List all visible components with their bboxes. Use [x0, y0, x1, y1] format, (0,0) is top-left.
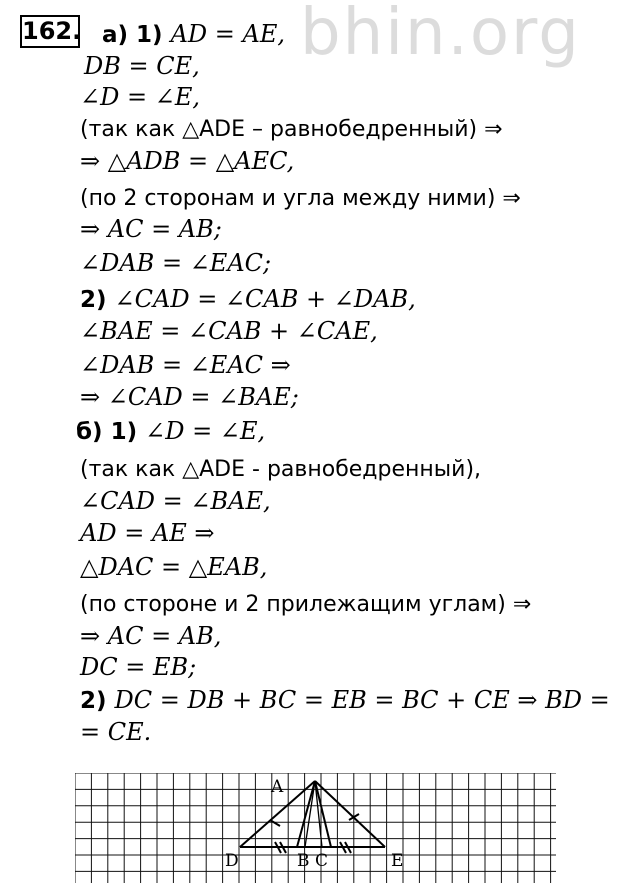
math-expression: △DAC = △EAB, — [80, 553, 268, 581]
math-expression: DB = CE, — [84, 52, 200, 80]
math-expression: ∠D = ∠E, — [145, 417, 266, 445]
math-expression: ∠CAD = ∠CAB + ∠DAB, — [114, 285, 416, 313]
watermark: bhin.org — [300, 0, 581, 70]
solution-line — [80, 518, 215, 548]
figure-grid — [75, 773, 556, 883]
solution-line — [80, 588, 531, 620]
problem-number: 162. — [22, 17, 82, 45]
label-b: B — [297, 851, 310, 871]
solution-line — [80, 113, 503, 145]
math-expression: ∠CAD = ∠BAE, — [80, 487, 271, 515]
explanation-text: (по 2 сторонам и угла между ними) ⇒ — [80, 186, 521, 211]
solution-line — [80, 717, 151, 747]
math-expression: ∠DAB = ∠EAC; — [80, 249, 272, 277]
math-expression: ⇒ ∠CAD = ∠BAE; — [80, 383, 299, 411]
solution-line — [80, 248, 271, 278]
solution-line — [80, 382, 299, 412]
label-d: D — [225, 851, 239, 871]
step-label: 2) — [80, 688, 115, 714]
solution-line — [80, 284, 416, 315]
solution-line — [80, 316, 378, 346]
explanation-text: (по стороне и 2 прилежащим углам) ⇒ — [80, 592, 532, 617]
math-expression: ⇒ △ADB = △AEC, — [80, 147, 295, 175]
solution-line — [102, 19, 285, 50]
triangle-figure — [75, 773, 556, 883]
math-expression: = CE. — [80, 718, 152, 746]
triangle — [240, 781, 385, 853]
solution-line — [80, 82, 200, 112]
solution-line — [80, 486, 271, 516]
segment-ac — [315, 781, 331, 847]
step-label: б) 1) — [76, 419, 146, 445]
math-expression: DC = EB; — [80, 653, 197, 681]
math-expression: ∠DAB = ∠EAC ⇒ — [80, 351, 291, 379]
step-label: а) 1) — [102, 22, 171, 48]
label-e: E — [391, 851, 404, 871]
math-expression: AD = AE, — [170, 20, 285, 48]
math-expression: AD = AE ⇒ — [80, 519, 215, 547]
math-expression: ∠BAE = ∠CAB + ∠CAE, — [80, 317, 378, 345]
step-label: 2) — [80, 287, 115, 313]
solution-line — [80, 685, 610, 716]
solution-line — [80, 214, 222, 244]
solution-line — [80, 350, 291, 380]
side-ae — [315, 781, 385, 847]
problem-number-box — [20, 15, 80, 48]
explanation-text: (так как △ADE - равнобедренный), — [80, 457, 482, 482]
label-a: A — [271, 777, 284, 797]
solution-line — [80, 552, 267, 582]
math-expression: ⇒ AC = AB; — [80, 215, 222, 243]
solution-line — [76, 416, 265, 447]
solution-line — [80, 182, 521, 214]
explanation-text: (так как △ADE – равнобедренный) ⇒ — [80, 117, 503, 142]
solution-line — [80, 621, 221, 651]
label-c: C — [315, 851, 329, 871]
math-expression: DC = DB + BC = EB = BC + CE ⇒ BD = — [114, 686, 610, 714]
math-expression: ⇒ AC = AB, — [80, 622, 222, 650]
solution-line — [84, 51, 200, 81]
solution-line — [80, 652, 196, 682]
solution-line — [80, 146, 294, 176]
solution-line — [80, 453, 481, 485]
math-expression: ∠D = ∠E, — [80, 83, 200, 111]
